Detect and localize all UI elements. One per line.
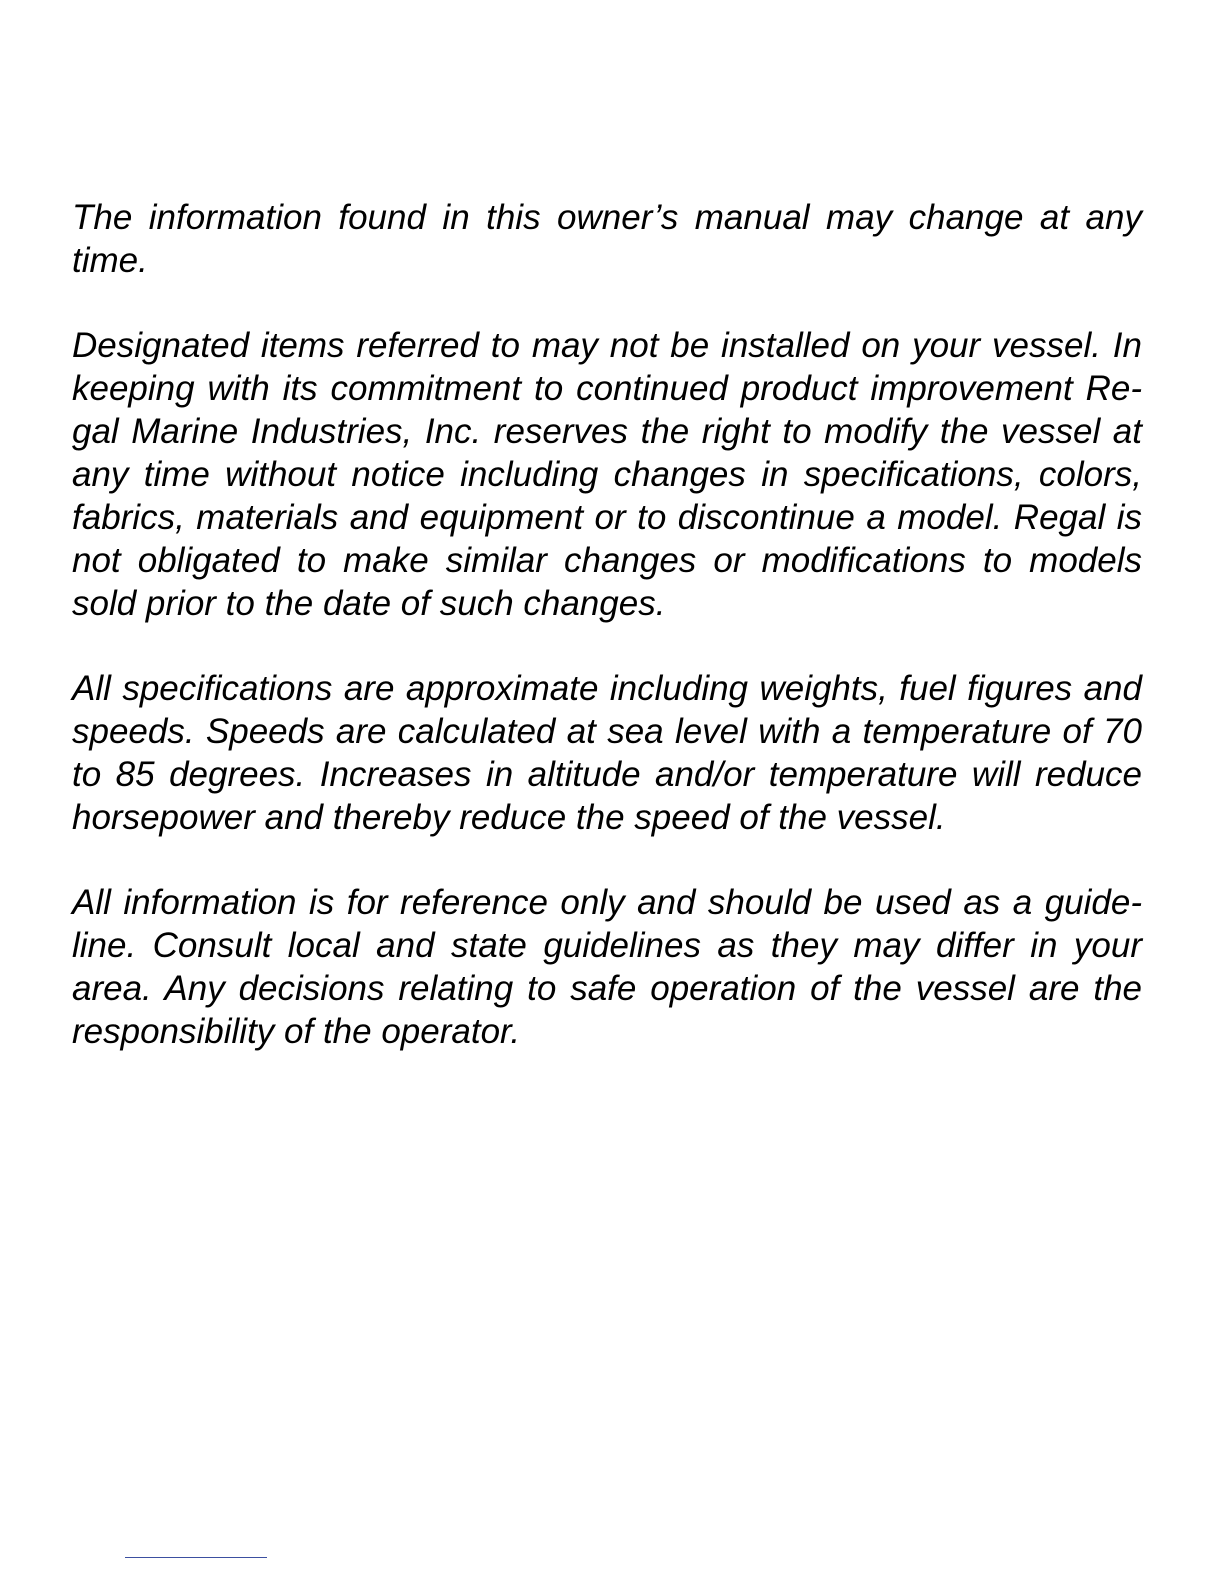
disclaimer-text-block	[72, 196, 1142, 1053]
disclaimer-paragraph-reference-only: All information is for reference only and should be used as a guideline. Consult local and state guidelines as they may differ in your area. Any decisions relating to safe operation of the vessel are the responsibility of the operator.	[72, 883, 1142, 1051]
disclaimer-paragraph-modifications: Designated items referred to may not be installed on your vessel. In keeping with its commitment to continued product improvement Regal Marine Industries, Inc. reserves the right to modify the vessel at any time without notice including changes in specifications, colors, fabrics, materials and equipment or to discontinue a model. Regal is not obligated to make similar changes or modifications to models sold prior to the date of such changes.	[72, 326, 1142, 623]
disclaimer-paragraph-specifications: All specifications are approximate including weights, fuel figures and speeds. Speeds are calculated at sea level with a temperature of 70 to 85 degrees. Increases in altitude and/or temperature will reduce horsepower and thereby reduce the speed of the vessel.	[72, 669, 1142, 837]
footnote-divider	[125, 1557, 267, 1558]
disclaimer-paragraph-change-notice: The information found in this owner’s manual may change at any time.	[72, 198, 1142, 280]
